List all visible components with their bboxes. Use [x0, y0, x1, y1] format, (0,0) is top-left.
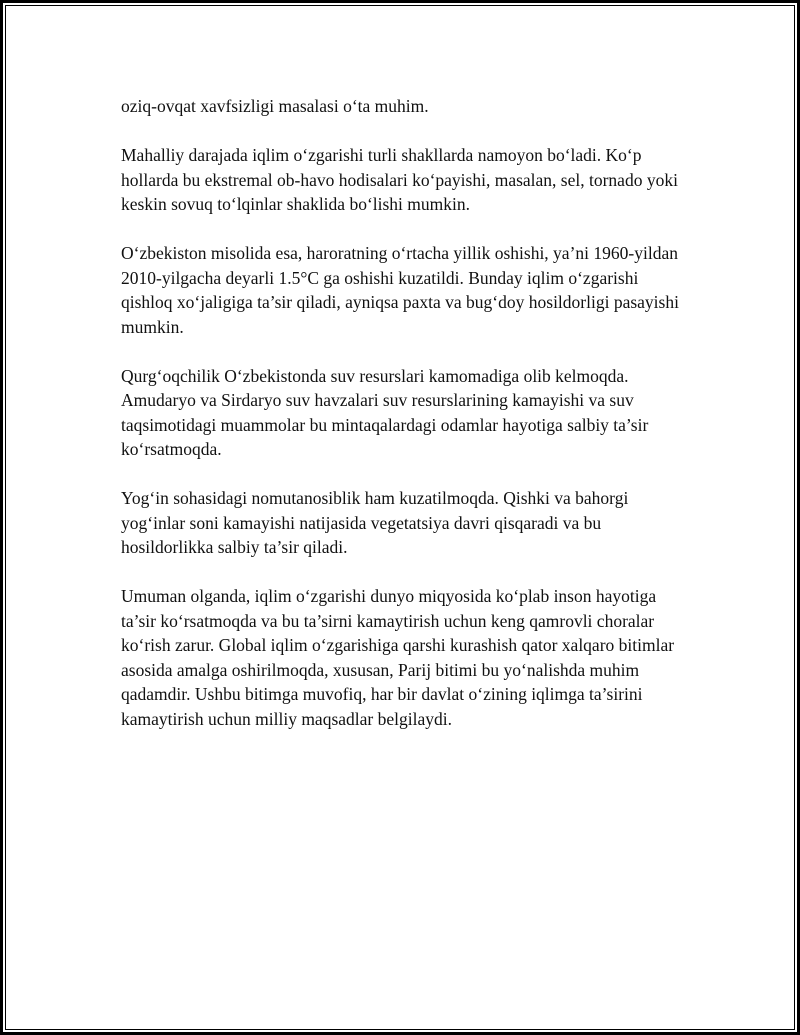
paragraph-local-climate-change: Mahalliy darajada iqlim o‘zgarishi turli shakllarda namoyon bo‘ladi. Ko‘p hollarda bu ekstremal ob-havo hodisalari ko‘payishi, masalan, sel, tornado yoki keskin sovuq to‘lqinlar shaklida bo‘lishi mumkin. [121, 145, 678, 214]
paragraph-uzbekistan-temperature: O‘zbekiston misolida esa, haroratning o‘rtacha yillik oshishi, ya’ni 1960-yildan 2010-yilgacha deyarli 1.5°C ga oshishi kuzatildi. Bunday iqlim o‘zgarishi qishloq xo‘jaligiga ta’sir qiladi, ayniqsa paxta va bug‘doy hosildorligi pasayishi mumkin. [121, 243, 679, 337]
paragraph-precipitation-imbalance: Yog‘in sohasidagi nomutanosiblik ham kuzatilmoqda. Qishki va bahorgi yog‘inlar soni kamayishi natijasida vegetatsiya davri qisqaradi va bu hosildorlikka salbiy ta’sir qiladi. [121, 488, 629, 557]
document-body [121, 94, 681, 756]
paragraph-drought-water-resources: Qurg‘oqchilik O‘zbekistonda suv resurslari kamomadiga olib kelmoqda. Amudaryo va Sirdaryo suv havzalari suv resurslarining kamayishi va suv taqsimotidagi muammolar bu mintaqalardagi odamlar hayotiga salbiy ta’sir ko‘rsatmoqda. [121, 365, 649, 459]
paragraph-conclusion: Umuman olganda, iqlim o‘zgarishi dunyo miqyosida ko‘plab inson hayotiga ta’sir ko‘rsatmoqda va bu ta’sirni kamaytirish uchun keng qamrovli choralar ko‘rish zarur. Global iqlim o‘zgarishiga qarshi kurashish qator xalqaro bitimlar asosida amalga oshirilmoqda, xususan, Parij bitimi bu yo‘nalishda muhim qadamdir. Ushbu bitimga muvofiq, har bir davlat o‘zining iqlimga ta’sirini kamaytirish uchun milliy maqsadlar belgilaydi. [121, 586, 675, 729]
paragraph-food-security: oziq-ovqat xavfsizligi masalasi o‘ta muhim. [121, 96, 429, 116]
